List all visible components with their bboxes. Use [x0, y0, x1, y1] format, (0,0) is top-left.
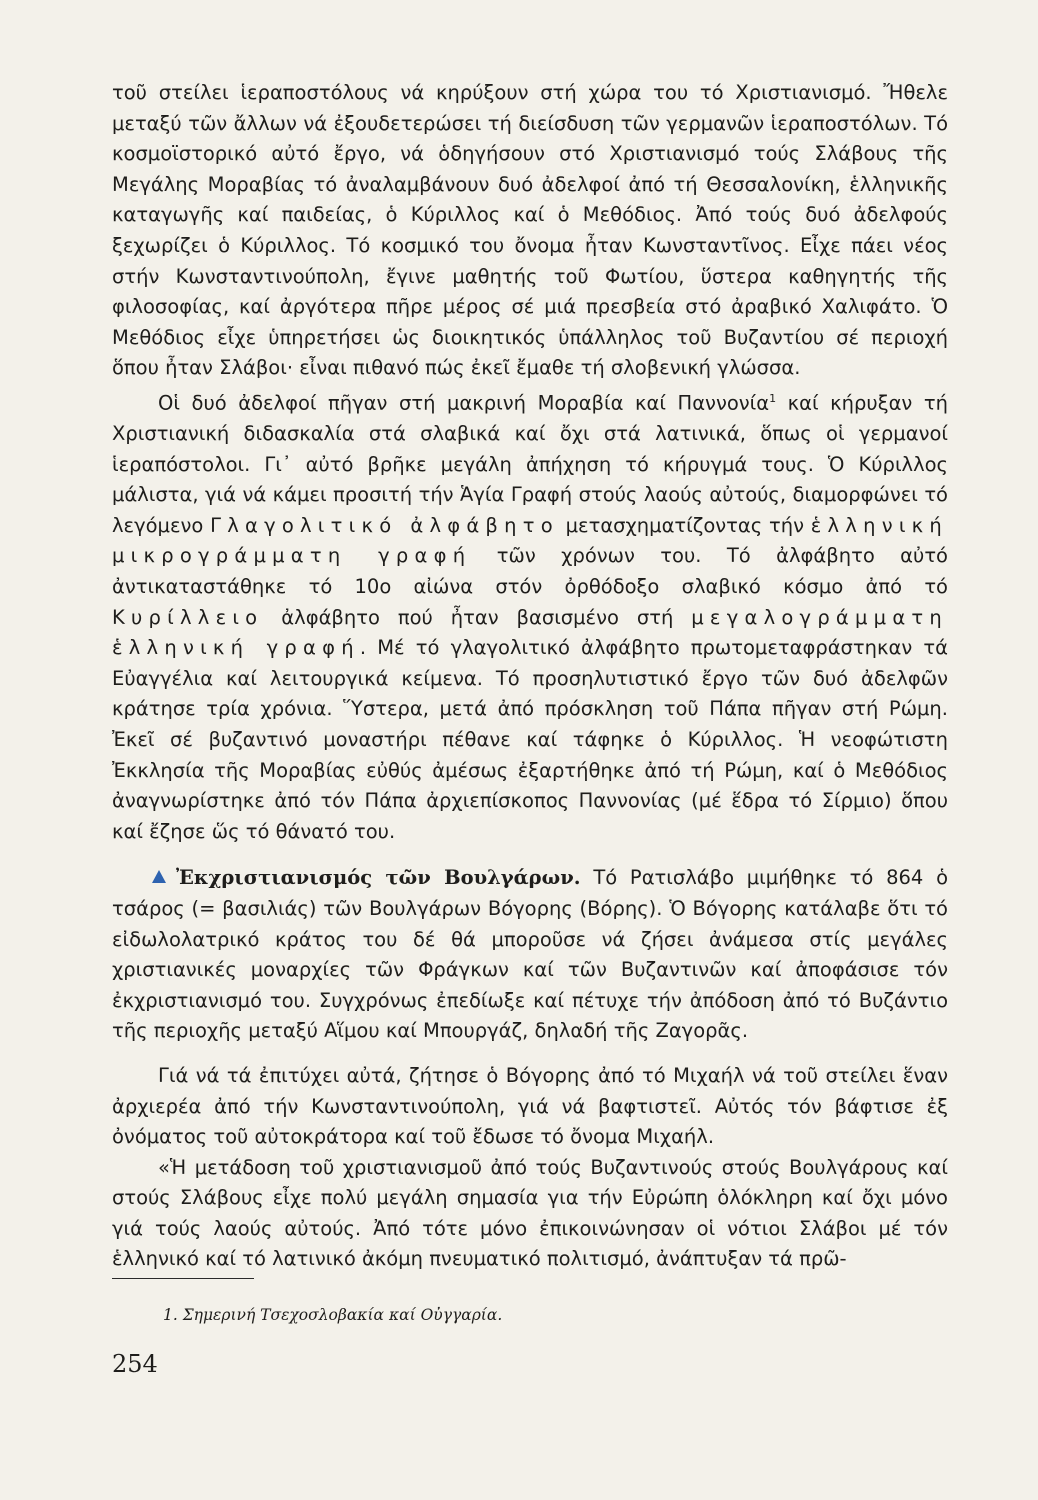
paragraph-2-part-f: τῶν χρόνων του. Τό ἀλφάβητο αὐτό ἀντικαταστάθηκε τό 10ο αἰώνα στόν ὀρθόδοξο σλαβικό κόσμο ἀπό τό: [112, 544, 948, 598]
spaced-term-minuscule: ἑλληνική μικρογράμματη γραφή: [112, 513, 948, 568]
paragraph-1: τοῦ στείλει ἱεραποστόλους νά κηρύξουν στή χώρα του τό Χριστιανισμό. Ἤθελε μεταξύ τῶν ἄλλων νά ἐξουδετερώσει τή διείσδυση τῶν γερμανῶν ἱεραποστόλων. Τό κοσμοϊστορικό αὐτό ἔργο, νά ὁδηγήσουν στό Χριστιανισμό τούς Σλάβους τῆς Μεγάλης Μοραβίας τό ἀναλαμβάνουν δυό ἀδελφοί ἀπό τή Θεσσαλονίκη, ἑλληνικῆς καταγωγῆς καί παιδείας, ὁ Κύριλλος καί ὁ Μεθόδιος. Ἀπό τούς δυό ἀδελφούς ξεχωρίζει ὁ Κύριλλος. Τό κοσμικό του ὄνομα ἦταν Κωνσταντῖνος. Εἶχε πάει νέος στήν Κωνσταντινούπολη, ἔγινε μαθητής τοῦ Φωτίου, ὕστερα καθηγητής τῆς φιλοσοφίας, καί ἀργότερα πῆρε μέρος σέ μιά πρεσβεία στό ἀραβικό Χαλιφάτο. Ὁ Μεθόδιος εἶχε ὑπηρετήσει ὡς διοικητικός ὑπάλληλος τοῦ Βυζαντίου σέ περιοχή ὅπου ἦταν Σλάβοι· εἶναι πιθανό πώς ἐκεῖ ἔμαθε τή σλοβενική γλώσσα.: [112, 81, 948, 380]
paragraph-2-part-a: Οἱ δυό ἀδελφοί πῆγαν στή μακρινή Μοραβία καί Παννονία: [158, 391, 770, 415]
triangle-marker-icon: [152, 870, 166, 883]
footnote: 1. Σημερινή Τσεχοσλοβακία καί Οὐγγαρία.: [163, 1306, 503, 1324]
spaced-term-majuscule: μεγαλογράμματη ἑλληνική γραφή: [112, 605, 948, 660]
paragraph-5: «Ἡ μετάδοση τοῦ χριστιανισμοῦ ἀπό τούς Βυζαντινούς στούς Βουλγάρους καί στούς Σλάβους εἶχε πολύ μεγάλη σημασία για τήν Εὐρώπη ὁλόκληρη καί ὄχι μόνο γιά τούς λαούς αὐτούς. Ἀπό τότε μόνο ἐπικοινώνησαν οἱ νότιοι Σλάβοι μέ τόν ἑλληνικό καί τό λατινικό ἀκόμη πνευματικό πολιτισμό, ἀνάπτυξαν τά πρῶ-: [112, 1155, 948, 1271]
paragraph-2-part-j: . Μέ τό γλαγολιτικό ἀλφάβητο πρωτομεταφράστηκαν τά Εὐαγγέλια καί λειτουργικά κείμενα. Τό προσηλυτιστικό ἔργο τῶν δυό ἀδελφῶν κράτησε τρία χρόνια. Ὕστερα, μετά ἀπό πρόσκληση τοῦ Πάπα πῆγαν στή Ρώμη. Ἐκεῖ σέ βυζαντινό μοναστήρι πέθανε καί τάφηκε ὁ Κύριλλος. Ἡ νεοφώτιστη Ἐκκλησία τῆς Μοραβίας εὐθύς ἀμέσως ἐξαρτήθηκε ἀπό τή Ρώμη, καί ὁ Μεθόδιος ἀναγνωρίστηκε ἀπό τόν Πάπα ἀρχιεπίσκοπος Παννονίας (μέ ἕδρα τό Σίρμιο) ὅπου καί ἔζησε ὥς τό θάνατό του.: [112, 636, 949, 843]
footnote-ref: 1: [769, 391, 777, 405]
paragraph-4: Γιά νά τά ἐπιτύχει αὐτά, ζήτησε ὁ Βόγορης ἀπό τό Μιχαήλ νά τοῦ στείλει ἕναν ἀρχιερέα ἀπό τήν Κωνσταντινούπολη, γιά νά βαφτιστεῖ. Αὐτός τόν βάφτισε ἐξ ὀνόματος τοῦ αὐτοκράτορα καί τοῦ ἔδωσε τό ὄνομα Μιχαήλ.: [112, 1063, 948, 1149]
spaced-term-cyrillic: Κυρίλλειο: [112, 605, 264, 629]
section-paragraph: [112, 863, 948, 1047]
paragraph-2-part-d: μετασχηματίζοντας τήν: [558, 513, 811, 537]
paragraph-2: [112, 384, 948, 847]
paragraph-3: Τό Ρατισλάβο μιμήθηκε τό 864 ὁ τσάρος (= βασιλιάς) τῶν Βουλγάρων Βόγορης (Βόρης). Ὁ Βόγορης κατάλαβε ὅτι τό εἰδωλολατρικό κράτος του δέ θά μποροῦσε νά ζήσει ἀνάμεσα στίς μεγάλες χριστιανικές μοναρχίες τῶν Φράγκων καί τῶν Βυζαντινῶν καί ἀποφάσισε τόν ἐκχριστιανισμό του. Συγχρόνως ἐπεδίωξε καί πέτυχε τήν ἀπόδοση ἀπό τό Βυζάντιο τῆς περιοχῆς μεταξύ Αἵμου καί Μπουργάζ, δηλαδή τῆς Ζαγορᾶς.: [112, 866, 949, 1043]
section-heading: Ἐκχριστιανισμός τῶν Βουλγάρων.: [176, 866, 581, 890]
paragraph-2-part-h: ἀλφάβητο πού ἦταν βασισμένο στή: [263, 605, 692, 629]
paragraph-2-part-b: καί κήρυξαν τή Χριστιανική διδασκαλία στά σλαβικά καί ὄχι στά λατινικά, ὅπως οἱ γερμανοί ἱεραπόστολοι. Γι᾿ αὐτό βρῆκε μεγάλη ἀπήχηση τό κήρυγμά τους. Ὁ Κύριλλος μάλιστα, γιά νά κάμει προσιτή τήν Ἁγία Γραφή στούς λαούς αὐτούς, διαμορφώνει τό λεγόμενο: [112, 391, 948, 537]
spaced-term-glagolitic: Γλαγολιτικό ἀλφάβητο: [210, 513, 559, 537]
footnote-rule: [112, 1278, 254, 1279]
page-number: 254: [112, 1350, 158, 1378]
body-text: [112, 78, 948, 1275]
